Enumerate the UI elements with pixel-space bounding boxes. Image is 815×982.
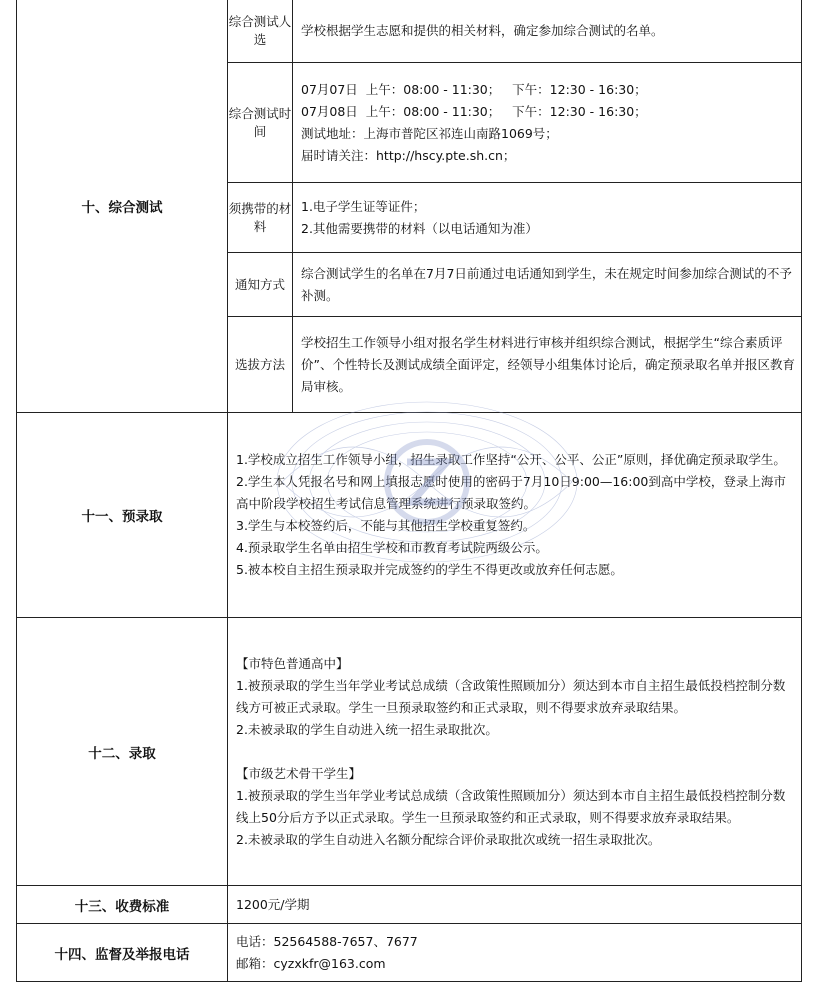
admission-info-table <box>16 0 802 982</box>
text-line: 届时请关注：http://hscy.pte.sh.cn； <box>301 147 516 163</box>
group-heading: 【市特色普通高中】 <box>236 655 349 671</box>
row-label-candidates: 综合测试人选 <box>228 0 293 63</box>
text-line: 1.被预录取的学生当年学业考试总成绩（含政策性照顾加分）须达到本市自主招生最低投档控制分数线上50分后方予以正式录取。学生一旦预录取签约和正式录取，则不得要求放弃录取结果。 <box>236 787 786 825</box>
row-content-notice-method <box>293 253 802 317</box>
text-line: 学校根据学生志愿和提供的相关材料，确定参加综合测试的名单。 <box>301 22 664 38</box>
section-content-admission <box>228 618 802 886</box>
section-title-supervision: 十四、监督及举报电话 <box>17 924 228 982</box>
row-label-notice-method: 通知方式 <box>228 253 293 317</box>
table-row <box>17 618 802 886</box>
text-line: 4.预录取学生名单由招生学校和市教育考试院两级公示。 <box>236 540 548 555</box>
text-line: 测试地址：上海市普陀区祁连山南路1069号； <box>301 125 558 141</box>
email-line: 邮箱：cyzxkfr@163.com <box>236 955 386 971</box>
text-line: 3.学生与本校签约后，不能与其他招生学校重复签约。 <box>236 518 536 533</box>
row-content-test-time <box>293 63 802 183</box>
text-line: 2.学生本人凭报名号和网上填报志愿时使用的密码于7月10日9:00—16:00到高中学校，登录上海市高中阶段学校招生考试信息管理系统进行预录取签约。 <box>236 474 786 511</box>
text-line: 2.未被录取的学生自动进入名额分配综合评价录取批次或统一招生录取批次。 <box>236 831 661 847</box>
text-line: 2.其他需要携带的材料（以电话通知为准） <box>301 220 538 236</box>
fee-value: 1200元/学期 <box>228 886 802 924</box>
section-content-supervision <box>228 924 802 982</box>
text-line: 学校招生工作领导小组对报名学生材料进行审核并组织综合测试，根据学生“综合素质评价”、个性特长及测试成绩全面评定，经领导小组集体讨论后，确定预录取名单并报区教育局审核。 <box>301 334 795 394</box>
row-content-selection-method <box>293 317 802 413</box>
section-title-fees: 十三、收费标准 <box>17 886 228 924</box>
text-line: 1.学校成立招生工作领导小组，招生录取工作坚持“公开、公平、公正”原则，择优确定预录取学生。 <box>236 452 786 467</box>
text-line: 1.被预录取的学生当年学业考试总成绩（含政策性照顾加分）须达到本市自主招生最低投档控制分数线方可被正式录取。学生一旦预录取签约和正式录取，则不得要求放弃录取结果。 <box>236 677 786 715</box>
text-line: 07月08日 上午：08:00 - 11:30； 下午：12:30 - 16:30； <box>301 103 647 119</box>
text-line: 综合测试学生的名单在7月7日前通过电话通知到学生，未在规定时间参加综合测试的不予补测。 <box>301 265 792 303</box>
text-line: 07月07日 上午：08:00 - 11:30； 下午：12:30 - 16:30； <box>301 81 647 97</box>
row-label-selection-method: 选拔方法 <box>228 317 293 413</box>
section-title-admission: 十二、录取 <box>17 618 228 886</box>
section-title-pre-admission: 十一、预录取 <box>17 413 228 618</box>
table-row <box>17 413 802 618</box>
phone-line: 电话：52564588-7657、7677 <box>236 933 418 949</box>
row-content-candidates <box>293 0 802 63</box>
text-line: 1.电子学生证等证件； <box>301 198 426 214</box>
row-label-materials: 须携带的材料 <box>228 183 293 253</box>
table-row <box>17 924 802 982</box>
group-heading: 【市级艺术骨干学生】 <box>236 765 362 781</box>
text-line: 5.被本校自主招生预录取并完成签约的学生不得更改或放弃任何志愿。 <box>236 562 623 577</box>
row-content-materials <box>293 183 802 253</box>
row-label-test-time: 综合测试时间 <box>228 63 293 183</box>
text-line: 2.未被录取的学生自动进入统一招生录取批次。 <box>236 721 498 737</box>
table-row <box>17 886 802 924</box>
section-content-pre-admission <box>228 413 802 618</box>
table-row <box>17 0 802 63</box>
section-title-comprehensive-test: 十、综合测试 <box>17 0 228 413</box>
